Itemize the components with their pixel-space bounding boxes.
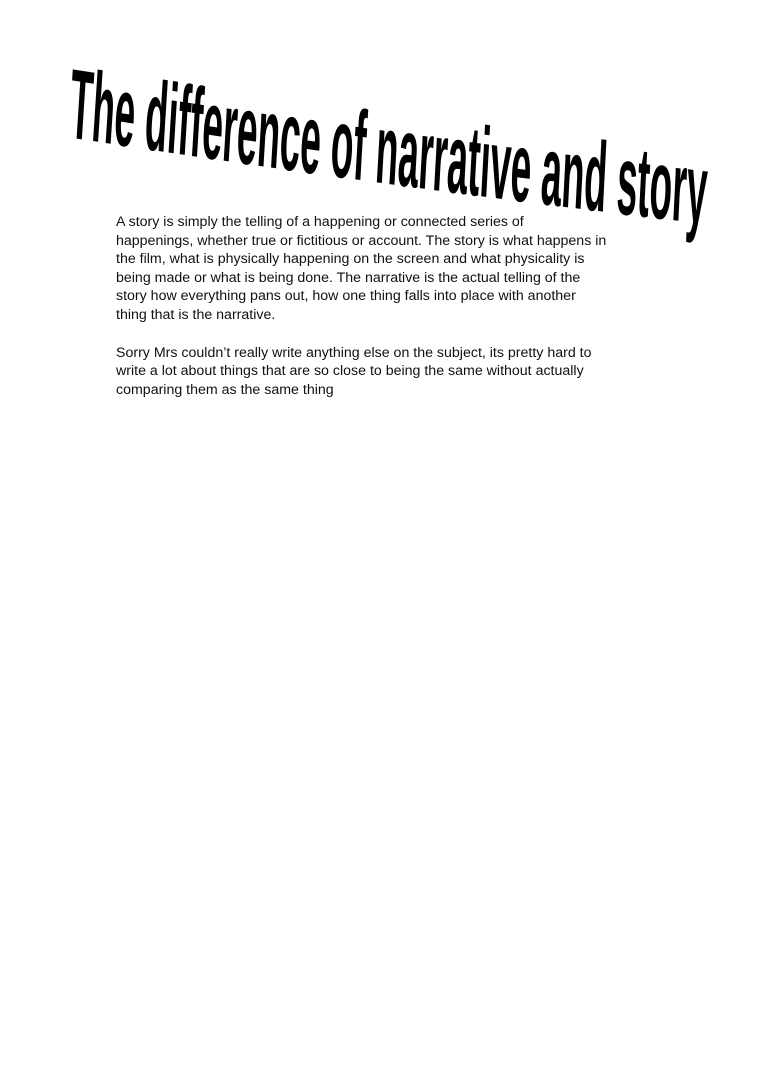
paragraph-spacer	[116, 325, 676, 344]
paragraph-1-line: being made or what is being done. The narrative is the actual telling of the	[116, 269, 581, 286]
paragraph-2-line: comparing them as the same thing	[116, 381, 334, 398]
page-title-path: The difference of narrative and story	[66, 47, 725, 248]
paragraph-1-line: thing that is the narrative.	[116, 306, 276, 323]
paragraph-1-line: A story is simply the telling of a happening or connected series of	[116, 214, 524, 230]
paragraph-2	[116, 344, 676, 400]
paragraph-2-line: Sorry Mrs couldn’t really write anything else on the subject, its pretty hard to	[116, 344, 592, 361]
document-body	[116, 213, 676, 399]
paragraph-1-line: the film, what is physically happening on the screen and what physicality is	[116, 251, 585, 268]
paragraph-2-line: write a lot about things that are so close to being the same without actually	[116, 363, 584, 380]
paragraph-1-line: happenings, whether true or fictitious or account. The story is what happens in	[116, 232, 607, 249]
paragraph-1-line: story how everything pans out, how one thing falls into place with another	[116, 288, 576, 305]
paragraph-1	[116, 213, 676, 325]
